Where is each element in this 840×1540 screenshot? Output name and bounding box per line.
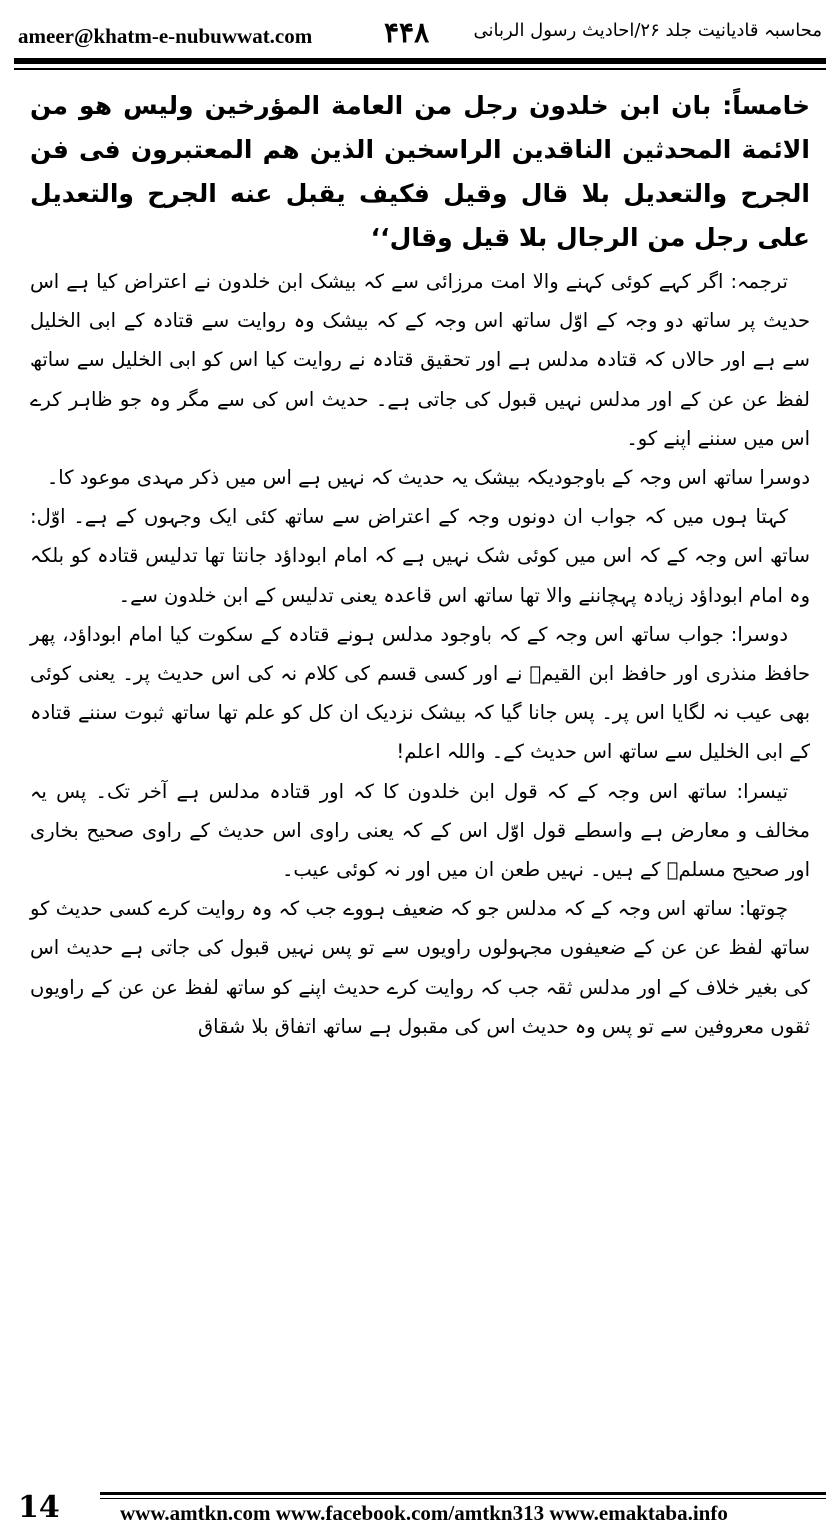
footer-rule-thin bbox=[100, 1498, 826, 1499]
footer-website-links: www.amtkn.com www.facebook.com/amtkn313 www.emaktaba.info bbox=[120, 1501, 728, 1525]
footer-rule-thick bbox=[100, 1492, 826, 1495]
footer-page-number: 14 bbox=[18, 1490, 60, 1525]
paragraph-answer-second: دوسرا: جواب ساتھ اس وجہ کے کہ باوجود مدلس ہونے قتادہ کے سکوت کیا امام ابوداؤد، پھر حافظ منذری اور حافظ ابن القیمؒ نے اور کسی قسم کی کلام نہ کی اس حدیث پر۔ یعنی کوئی بھی عیب نہ لگایا اس پر۔ پس جانا گیا کہ بیشک نزدیک ان کل کو علم تھا ساتھ ثبوت سننے قتادہ کے ابی الخلیل سے ساتھ اس حدیث کے۔ واللہ اعلم! bbox=[30, 622, 810, 764]
header-rule-thin bbox=[14, 68, 826, 70]
paragraph-translation: ترجمہ: اگر کہے کوئی کہنے والا امت مرزائی سے کہ بیشک ابن خلدون نے اعتراض کیا ہے اس حدیث پر ساتھ دو وجہ کے اوّل ساتھ اس وجہ کے کہ بیشک وہ روایت سے قتادہ کے ابی الخلیل سے ہے اور حالاں کہ قتادہ مدلس ہے اور تحقیق قتادہ نے روایت کیا اس کو ابی الخلیل سے ساتھ لفظ عن عن کے اور مدلس نہیں قبول کی جاتی ہے۔ حدیث اس کی سے مگر وہ جو ظاہر کرے اس میں سننے اپنے کو۔ bbox=[30, 270, 810, 450]
paragraph-answer-third: تیسرا: ساتھ اس وجہ کے کہ قول ابن خلدون کا کہ اور قتادہ مدلس ہے آخر تک۔ پس یہ مخالف و معارض ہے واسطے قول اوّل اس کے کہ یعنی راوی اس حدیث کے راوی صحیح بخاری اور صحیح مسلمؒ کے ہیں۔ نہیں طعن ان میں اور نہ کوئی عیب۔ bbox=[30, 779, 810, 882]
paragraph-answer-first: کہتا ہوں میں کہ جواب ان دونوں وجہ کے اعتراض سے ساتھ کئی ایک وجہوں کے ہے۔ اوّل: ساتھ اس وجہ کے کہ اس میں کوئی شک نہیں ہے کہ امام ابوداؤد جانتا تھا تدلیس قتادہ کو بلکہ وہ امام ابوداؤد زیادہ پہچاننے والا تھا ساتھ اس قاعدہ یعنی تدلیس کے ابن خلدون سے۔ bbox=[30, 505, 810, 607]
arabic-quote: خامساً: بان ابن خلدون رجل من العامة المؤرخين وليس هو من الائمة المحدثين الناقدين الراسخين الذين هم المعتبرون فى فن الجرح والتعديل بلا قال وقيل فكيف يقبل عنه الجرح والتعديل على رجل من الرجال بلا قيل وقال‘‘ bbox=[30, 91, 810, 252]
page-header bbox=[14, 14, 824, 54]
header-book-title: محاسبہ قادیانیت جلد ۲۶/احادیث رسول الربانی bbox=[473, 20, 822, 41]
paragraph-second-objection: دوسرا ساتھ اس وجہ کے باوجودیکہ بیشک یہ حدیث کہ نہیں ہے اس میں ذکر مہدی موعود کا۔ bbox=[46, 466, 810, 490]
header-email: ameer@khatm-e-nubuwwat.com bbox=[18, 24, 313, 48]
header-rule-thick bbox=[14, 58, 826, 64]
paragraph-answer-fourth: چوتھا: ساتھ اس وجہ کے کہ مدلس جو کہ ضعیف ہووے جب کہ وہ روایت کرے کسی حدیث کو ساتھ لفظ عن عن کے ضعیفوں مجہولوں راویوں سے تو پس نہیں قبول کی جاتی ہے حدیث اس کی بغیر خلاف کے اور مدلس ثقہ جب کہ روایت کرے حدیث اپنے کو ساتھ لفظ عن عن کے راویوں ثقوں معروفین سے تو پس وہ حدیث اس کی مقبول ہے ساتھ اتفاق بلا شقاق bbox=[30, 897, 810, 1038]
page-footer bbox=[10, 1484, 826, 1530]
header-page-number: ۴۴۸ bbox=[384, 16, 430, 49]
page-body bbox=[30, 84, 810, 1046]
